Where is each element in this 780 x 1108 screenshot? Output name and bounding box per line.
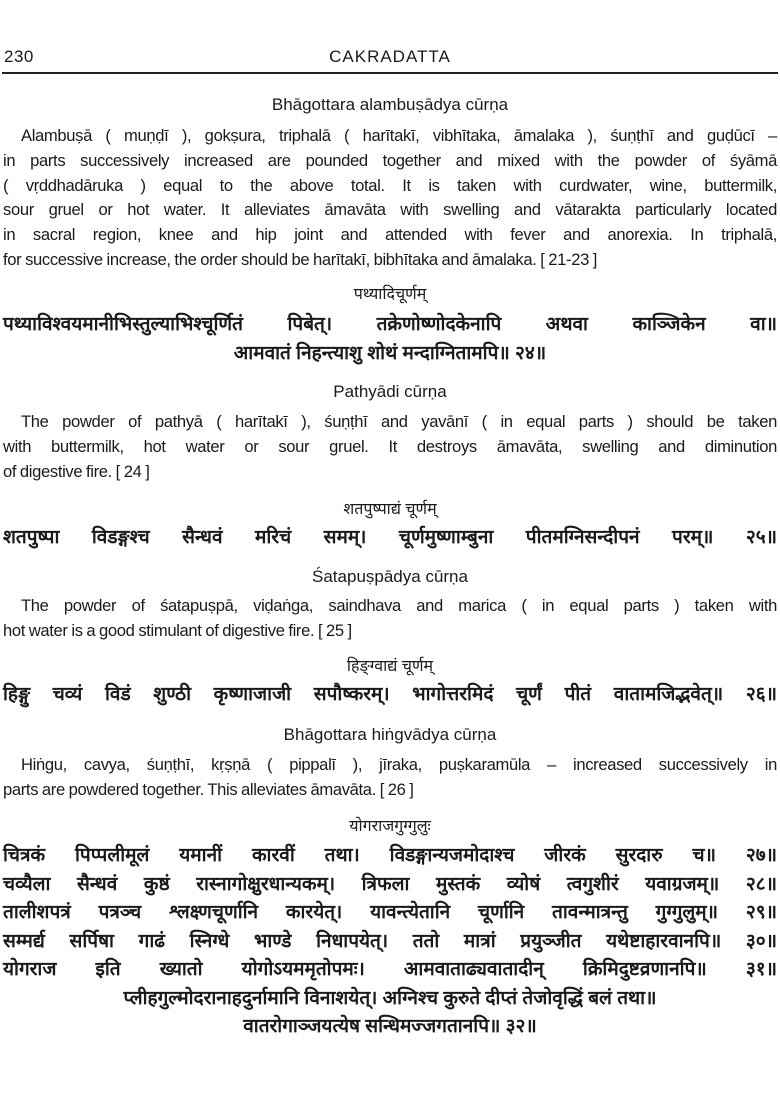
paragraph-line: hot water is a good stimulant of digestive fire. [ 25 ] (3, 620, 352, 640)
sanskrit-heading: योगराजगुग्गुलुः (349, 818, 431, 835)
sanskrit-verse (3, 842, 777, 1042)
translation-paragraph (3, 753, 777, 803)
sanskrit-heading: हिङ्ग्वाद्यं चूर्णम् (346, 658, 434, 675)
sanskrit-verse (3, 311, 777, 368)
paragraph-line: ( vṛddhadāruka ) equal to the above total. It is taken with curdwater, wine, buttermilk, (3, 175, 777, 195)
verse-line: चव्यैला सैन्धवं कुष्ठं रास्नागोक्षुरधान्यकम्। त्रिफला मुस्तकं व्योषं त्वगुशीरं यवाग्रजम्॥ २८॥ (3, 873, 777, 895)
paragraph-line: The powder of śatapuṣpā, viḍaṅga, saindhava and marica ( in equal parts ) taken with (21, 596, 777, 615)
translation-paragraph (3, 410, 777, 484)
verse-line: वातरोगाञ्जयत्येष सन्धिमज्जगतानपि॥ ३२॥ (243, 1016, 537, 1037)
paragraph-line: in parts successively increased are pounded together and mixed with the powder of śyāmā (3, 150, 777, 170)
verse-line: हिङ्गु चव्यं विडं शुण्ठी कृष्णाजाजी सपौष्करम्। भागोत्तरमिदं चूर्णं पीतं वातामजिद्भवेत्॥ २६॥ (3, 684, 777, 705)
section-heading: Pathyādi cūrṇa (333, 382, 447, 401)
verse-line: सम्मर्द्य सर्पिषा गाढं स्निग्धे भाण्डे निधापयेत्। ततो मात्रां प्रयुञ्जीत यथेष्टाहारवानपि॥ ३०॥ (3, 930, 777, 952)
verse-line: प्लीहगुल्मोदरानाहदुर्नामानि विनाशयेत्। अग्निश्च कुरुते दीप्तं तेजोवृद्धिं बलं तथा॥ (123, 987, 657, 1009)
paragraph-line: The powder of pathyā ( harītakī ), śuṇṭhī and yavānī ( in equal parts ) should be taken (21, 412, 777, 431)
paragraph-line: in sacral region, knee and hip joint and attended with fever and anorexia. In triphalā, (3, 225, 777, 245)
header-rule (2, 72, 778, 74)
sanskrit-heading: पथ्यादिचूर्णम् (353, 286, 427, 303)
paragraph-line: Hiṅgu, cavya, śuṇṭhī, kṛṣṇā ( pippalī ), jīraka, puṣkaramūla – increased successively in (21, 755, 777, 774)
verse-line: चित्रकं पिप्पलीमूलं यमानीं कारवीं तथा। विडङ्गान्यजमोदाश्च जीरकं सुरदारु च॥ २७॥ (3, 845, 777, 866)
paragraph-line: for successive increase, the order should be harītakī, bibhītaka and āmalaka. [ 21-23 ] (3, 249, 597, 269)
sanskrit-heading: शतपुष्पाद्यं चूर्णम् (343, 501, 437, 518)
sanskrit-verse (3, 524, 777, 553)
verse-line: योगराज इति ख्यातो योगोऽयममृतोपमः। आमवाताढ्यवातादीन् क्रिमिदुष्टव्रणानपि॥ ३१॥ (3, 959, 777, 980)
page-number: 230 (4, 47, 34, 66)
running-title: CAKRADATTA (329, 47, 451, 66)
translation-paragraph (3, 124, 777, 273)
verse-line: आमवातं निहन्त्याशु शोथं मन्दाग्नितामपि॥ २४॥ (233, 342, 547, 364)
paragraph-line: parts are powdered together. This alleviates āmavāta. [ 26 ] (3, 779, 414, 799)
sanskrit-verse (3, 681, 777, 710)
verse-line: तालीशपत्रं पत्रञ्च श्लक्ष्णचूर्णानि कारयेत्। यावन्त्येतानि चूर्णानि तावन्मात्रन्तु गुग्गुलुम्॥ २९॥ (3, 902, 777, 923)
paragraph-line: with buttermilk, hot water or sour gruel. It destroys āmavāta, swelling and diminution (3, 436, 777, 456)
paragraph-line: of digestive fire. [ 24 ] (3, 461, 150, 481)
verse-line: शतपुष्पा विडङ्गश्च सैन्धवं मरिचं समम्। चूर्णमुष्णाम्बुना पीतमग्निसन्दीपनं परम्॥ २५॥ (3, 527, 777, 548)
paragraph-line: sour gruel or hot water. It alleviates āmavāta with swelling and vātarakta particularly located (3, 200, 777, 220)
section-heading: Śatapuṣpādya cūrṇa (312, 567, 468, 586)
translation-paragraph (3, 594, 777, 644)
section-heading: Bhāgottara hiṅgvādya cūrṇa (283, 725, 497, 744)
verse-line: पथ्याविश्वयमानीभिस्तुल्याभिश्चूर्णितं पिबेत्। तक्रेणोष्णोदकेनापि अथवा काञ्जिकेन वा॥ (3, 314, 777, 335)
paragraph-line: Alambuṣā ( muṇḍī ), gokṣura, triphalā ( harītakī, vibhītaka, āmalaka ), śuṇṭhī and guḍūcī – (21, 126, 777, 145)
section-heading: Bhāgottara alambuṣādya cūrṇa (271, 95, 509, 114)
